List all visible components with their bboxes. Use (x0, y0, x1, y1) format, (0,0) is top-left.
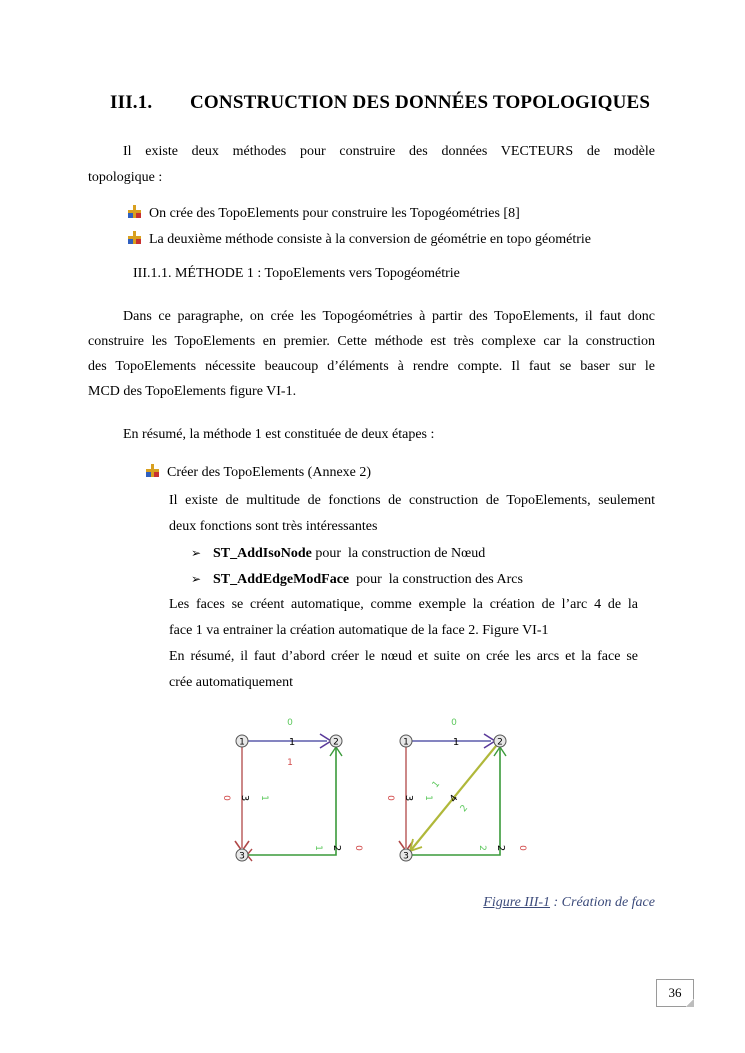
edge-label: 3 (239, 794, 250, 802)
paragraph-line-3: des TopoElements nécessite beaucoup d’éléments à rendre compte. Il faut se baser sur le (88, 359, 655, 374)
face-label-red: 0 (221, 795, 231, 801)
bullet-icon (146, 464, 159, 477)
arrow-bullet-icon: ➢ (191, 572, 202, 586)
node-label: 1 (239, 737, 245, 748)
method-item (128, 203, 520, 225)
face-label-green: 0 (451, 718, 457, 728)
edge-label: 1 (452, 737, 460, 748)
section-number: III.1. (110, 92, 153, 113)
node-label: 3 (403, 851, 409, 862)
face-label-green: 2 (477, 845, 487, 851)
face-label-green: 2 (458, 803, 471, 815)
summary-text: En résumé, la méthode 1 est constituée de deux étapes : (123, 427, 435, 442)
paragraph-line-4: MCD des TopoElements figure VI-1. (88, 384, 297, 399)
step-desc-2: deux fonctions sont très intéressantes (169, 519, 378, 534)
method-item (128, 229, 591, 251)
subsection-heading: III.1.1. MÉTHODE 1 : TopoElements vers Topogéométrie (133, 266, 460, 281)
page-fold-icon (686, 999, 694, 1007)
edge-label: 2 (331, 844, 342, 852)
arrow-bullet-icon: ➢ (191, 546, 202, 560)
page-number: 36 (668, 985, 682, 1000)
resume-line-2: crée automatiquement (169, 675, 293, 690)
bullet-icon (128, 231, 141, 244)
paragraph-line-2: construire les TopoElements en premier. Cette méthode est très complexe car la construction (88, 334, 655, 349)
function-name: ST_AddEdgeModFace (213, 572, 350, 587)
face-label-red: 0 (517, 845, 527, 851)
step-title: Créer des TopoElements (Annexe 2) (167, 465, 372, 480)
graph-before (221, 718, 363, 862)
figure-caption-text: : Création de face (550, 895, 655, 910)
intro-line-2: topologique : (88, 170, 163, 185)
function-desc: pour la construction des Arcs (349, 572, 523, 587)
node-label: 3 (239, 851, 245, 862)
edge-label: 1 (288, 737, 296, 748)
face-label-green: 1 (423, 795, 433, 801)
function-item (191, 568, 523, 591)
edge-label: 2 (495, 844, 506, 852)
resume-line-1: En résumé, il faut d’abord créer le nœud et suite on crée les arcs et la face se (169, 649, 638, 664)
node-label: 2 (333, 737, 339, 748)
method-item-text: La deuxième méthode consiste à la conversion de géométrie en topo géométrie (149, 232, 592, 247)
face-label-green: 1 (313, 845, 323, 851)
node-label: 1 (403, 737, 409, 748)
step-item (146, 462, 371, 484)
face-label-green: 1 (259, 795, 269, 801)
step-desc-1: Il existe de multitude de fonctions de construction de TopoElements, seulement (169, 493, 655, 508)
topology-figure (210, 710, 530, 870)
function-item (191, 542, 485, 565)
face-label-green: 0 (287, 718, 293, 728)
face-label-red: 0 (385, 795, 395, 801)
paragraph-line-1: Dans ce paragraphe, on crée les Topogéométries à partir des TopoElements, il faut donc (123, 309, 655, 324)
edge-label: 4 (447, 793, 461, 805)
figure-caption (483, 895, 655, 911)
figure-reference-link[interactable]: Figure III-1 (483, 895, 551, 910)
page-number-box (656, 979, 694, 1007)
face-label-red: 0 (353, 845, 363, 851)
bullet-icon (128, 205, 141, 218)
edge-label: 3 (403, 794, 414, 802)
graph-after (385, 718, 527, 862)
faces-line-2: face 1 va entrainer la création automatique de la face 2. Figure VI-1 (169, 623, 549, 638)
node-label: 2 (497, 737, 503, 748)
method-item-text: On crée des TopoElements pour construire les Topogéométries [8] (149, 206, 520, 221)
faces-line-1: Les faces se créent automatique, comme exemple la création de l’arc 4 de la (169, 597, 638, 612)
face-label-green: 1 (430, 779, 443, 791)
section-heading (110, 92, 650, 114)
function-desc: pour la construction de Nœud (311, 546, 486, 561)
intro-line-1: Il existe deux méthodes pour construire des données VECTEURS de modèle (123, 144, 655, 159)
section-title: CONSTRUCTION DES DONNÉES TOPOLOGIQUES (190, 92, 651, 113)
face-label-red: 1 (287, 758, 293, 768)
function-name: ST_AddIsoNode (213, 546, 312, 561)
